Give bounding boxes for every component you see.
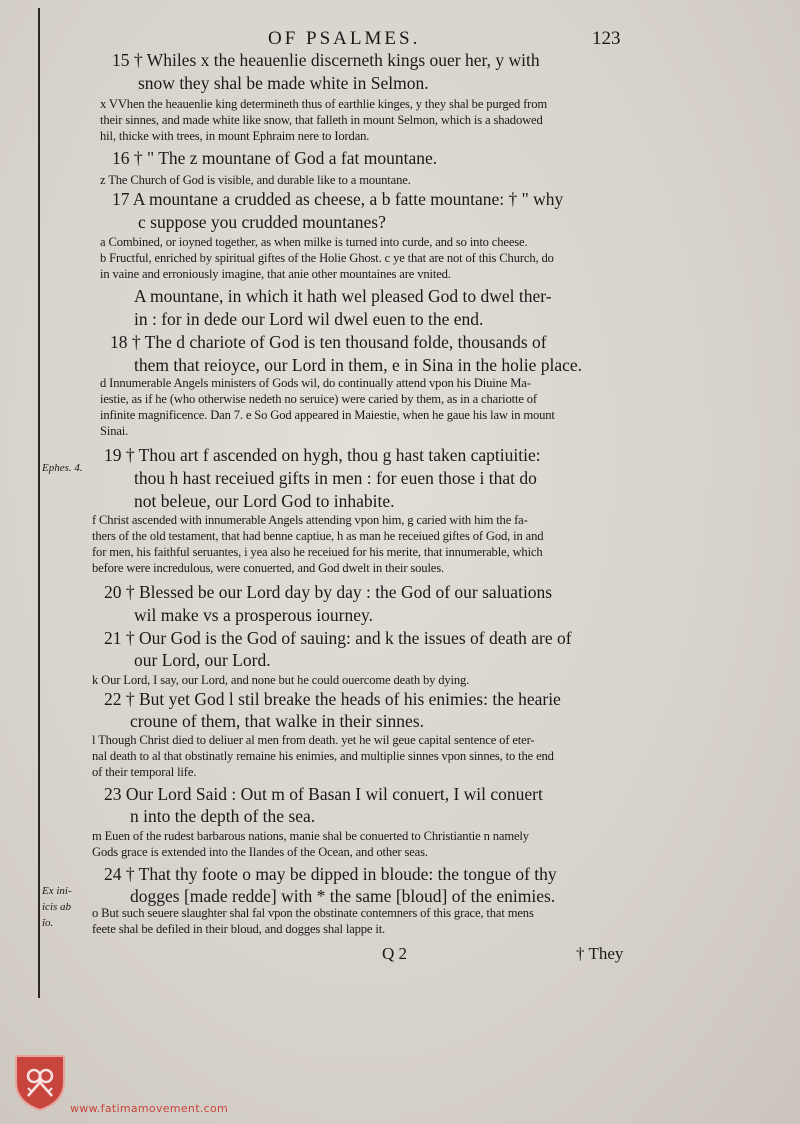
note-line: k Our Lord, I say, our Lord, and none but he could ouercome death by dying.: [92, 673, 470, 687]
note-line: hil, thicke with trees, in mount Ephraim nere to Iordan.: [100, 129, 370, 143]
verse-line: n into the depth of the sea.: [130, 806, 316, 826]
catchword: † They: [576, 944, 624, 963]
verse-line: thou h hast receiued gifts in men : for euen those i that do: [134, 468, 537, 488]
verse-line: snow they shal be made white in Selmon.: [138, 73, 429, 93]
note-line: a Combined, or ioyned together, as when milke is turned into curde, and so into cheese.: [100, 235, 528, 249]
verse-line: 21 † Our God is the God of sauing: and k the issues of death are of: [104, 628, 572, 648]
margin-rule: [38, 8, 40, 998]
verse-line: wil make vs a prosperous iourney.: [134, 605, 373, 625]
verse-line: 17 A mountane a crudded as cheese, a b fatte mountane: † " why: [112, 189, 564, 209]
margin-note-reference: ĭo.: [42, 917, 54, 929]
verse-line: 20 † Blessed be our Lord day by day : the God of our saluations: [104, 582, 553, 602]
note-line: f Christ ascended with innumerable Angels attending vpon him, g caried with him the fa-: [92, 513, 528, 527]
note-line: d Innumerable Angels ministers of Gods wil, do continually attend vpon his Diuine Ma-: [100, 376, 531, 390]
verse-line: 23 Our Lord Said : Out m of Basan I wil conuert, I wil conuert: [104, 784, 543, 804]
note-line: before were incredulous, were conuerted, and God dwelt in their soules.: [92, 561, 444, 575]
verse-line: them that reioyce, our Lord in them, e in Sina in the holie place.: [134, 355, 583, 375]
watermark-url[interactable]: www.fatimamovement.com: [70, 1102, 228, 1115]
margin-note-reference: Ex ini-: [42, 885, 72, 897]
verse-line: 15 † Whiles x the heauenlie discerneth kings ouer her, y with: [112, 50, 540, 70]
note-line: Sinai.: [100, 424, 129, 438]
note-line: feete shal be defiled in their bloud, and dogges shal lappe it.: [92, 922, 386, 936]
verse-line: not beleue, our Lord God to inhabite.: [134, 491, 395, 511]
note-line: l Though Christ died to deliuer al men from death. yet he wil geue capital sentence of eter-: [92, 733, 535, 747]
note-line: infinite magnificence. Dan 7. e So God appeared in Maiestie, when he gaue his law in mount: [100, 408, 555, 422]
verse-line: 19 † Thou art f ascended on hygh, thou g hast taken captiuitie:: [104, 445, 541, 465]
note-line: nal death to al that obstinatly remaine his enimies, and multiplie sinnes vpon sinnes, to the end: [92, 749, 554, 763]
verse-line: 22 † But yet God l stil breake the heads of his enimies: the hearie: [104, 689, 561, 709]
verse-line: 24 † That thy foote o may be dipped in bloude: the tongue of thy: [104, 864, 557, 884]
verse-line: A mountane, in which it hath wel pleased God to dwel ther-: [134, 286, 552, 306]
verse-line: our Lord, our Lord.: [134, 650, 271, 670]
note-line: in vaine and erroniously imagine, that anie other mountaines are vnited.: [100, 267, 451, 281]
margin-note-reference: Ephes. 4.: [42, 462, 83, 474]
note-line: of their temporal life.: [92, 765, 197, 779]
margin-note-reference: icis ab: [42, 901, 72, 913]
verse-line: c suppose you crudded mountanes?: [138, 212, 386, 232]
note-line: thers of the old testament, that had benne captiue, h as man he receiued giftes of God, in and: [92, 529, 544, 543]
note-line: for men, his faithful seruantes, i yea also he receiued for his merite, that innumerable, which: [92, 545, 543, 559]
note-line: their sinnes, and made white like snow, that falleth in mount Selmon, which is a shadowed: [100, 113, 543, 127]
signature-mark: Q 2: [382, 944, 408, 963]
running-title: OF PSALMES.: [268, 28, 421, 49]
note-line: x VVhen the heauenlie king determineth thus of earthlie kinges, y they shal be purged from: [100, 97, 547, 111]
verse-line: 16 † " The z mountane of God a fat mountane.: [112, 148, 438, 168]
note-line: b Fructful, enriched by spiritual giftes of the Holie Ghost. c ye that are not of this Church, do: [100, 251, 554, 265]
note-line: Gods grace is extended into the Ilandes of the Ocean, and other seas.: [92, 845, 428, 859]
page-number: 123: [592, 28, 621, 49]
note-line: z The Church of God is visible, and durable like to a mountane.: [100, 173, 411, 187]
verse-line: 18 † The d chariote of God is ten thousand folde, thousands of: [110, 332, 547, 352]
verse-line: in : for in dede our Lord wil dwel euen to the end.: [134, 309, 484, 329]
papal-keys-shield-icon: [12, 1052, 68, 1112]
running-head: [0, 28, 800, 52]
verse-line: dogges [made redde] with * the same [bloud] of the enimies.: [130, 886, 556, 906]
note-line: iestie, as if he (who otherwise nedeth no seruice) were caried by them, as in a chariotte of: [100, 392, 537, 406]
note-line: o But such seuere slaughter shal fal vpon the obstinate contemners of this grace, that mens: [92, 906, 534, 920]
verse-line: croune of them, that walke in their sinnes.: [130, 711, 425, 731]
note-line: m Euen of the rudest barbarous nations, manie shal be conuerted to Christiantie n namely: [92, 829, 529, 843]
